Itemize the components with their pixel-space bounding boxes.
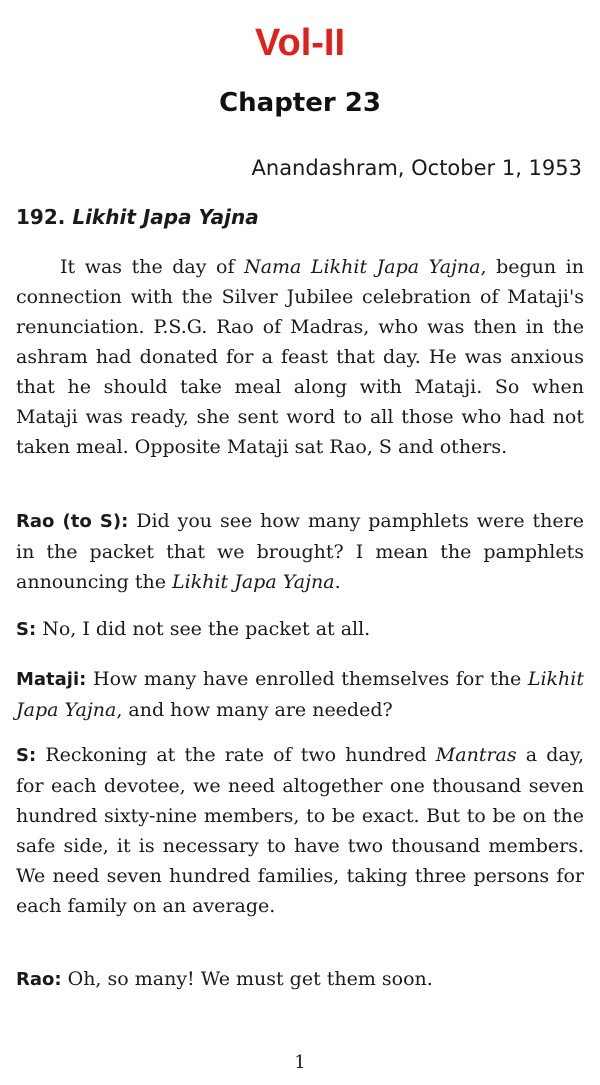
dialogue-rao-2 — [16, 964, 584, 995]
section-title — [16, 205, 259, 229]
volume-heading: Vol-II — [254, 22, 346, 64]
dialogue-text: . — [334, 571, 341, 593]
dialogue-mataji-1 — [16, 664, 584, 725]
section-number: 192. — [16, 205, 66, 229]
dialogue-text: Oh, so many! We must get them soon. — [61, 968, 433, 990]
section-title-text: Likhit Japa Yajna — [72, 205, 259, 229]
dialogue-emphasis: Likhit Japa Yajna — [16, 668, 584, 721]
dateline: Anandashram, October 1, 1953 — [251, 156, 582, 180]
paragraph-emphasis: Nama Likhit Japa Yajna — [244, 256, 481, 278]
speaker-label: Rao (to S): — [16, 511, 129, 532]
dialogue-text: How many have enrolled themselves for the — [86, 668, 528, 690]
speaker-label: S: — [16, 745, 37, 766]
dialogue-rao-1 — [16, 506, 584, 597]
dialogue-text: No, I did not see the packet at all. — [36, 618, 371, 640]
speaker-label: Mataji: — [16, 669, 87, 690]
dialogue-text: Reckoning at the rate of two hundred — [36, 744, 436, 766]
chapter-heading: Chapter 23 — [219, 88, 381, 118]
page-number: 1 — [294, 1052, 306, 1073]
dialogue-text: a day, for each devotee, we need altogether one thousand seven hundred sixty-nine members, to be exact. But to be on the safe side, it is necessary to have two thousand members. We need seven hundred families, taking three persons for each family on an average. — [16, 744, 584, 917]
paragraph-text: , begun in connection with the Silver Jubilee celebration of Mataji's renunciation. P.S.G. Rao of Madras, who was then in the ashram had donated for a feast that day. He was anxious that he should take meal along with Mataji. So when Mataji was ready, she sent word to all those who had not taken meal. Opposite Mataji sat Rao, S and others. — [16, 256, 584, 458]
speaker-label: S: — [16, 619, 37, 640]
dialogue-s-2 — [16, 740, 584, 921]
dialogue-emphasis: Mantras — [435, 744, 517, 766]
paragraph-text: It was the day of — [60, 256, 245, 278]
dialogue-text: Did you see how many pamphlets were there in the packet that we brought? I mean the pamphlets announcing the — [16, 510, 584, 593]
dialogue-s-1 — [16, 614, 584, 645]
speaker-label: Rao: — [16, 969, 62, 990]
dialogue-text: , and how many are needed? — [116, 699, 393, 721]
paragraph-intro — [16, 252, 584, 462]
dialogue-emphasis: Likhit Japa Yajna — [172, 571, 335, 593]
